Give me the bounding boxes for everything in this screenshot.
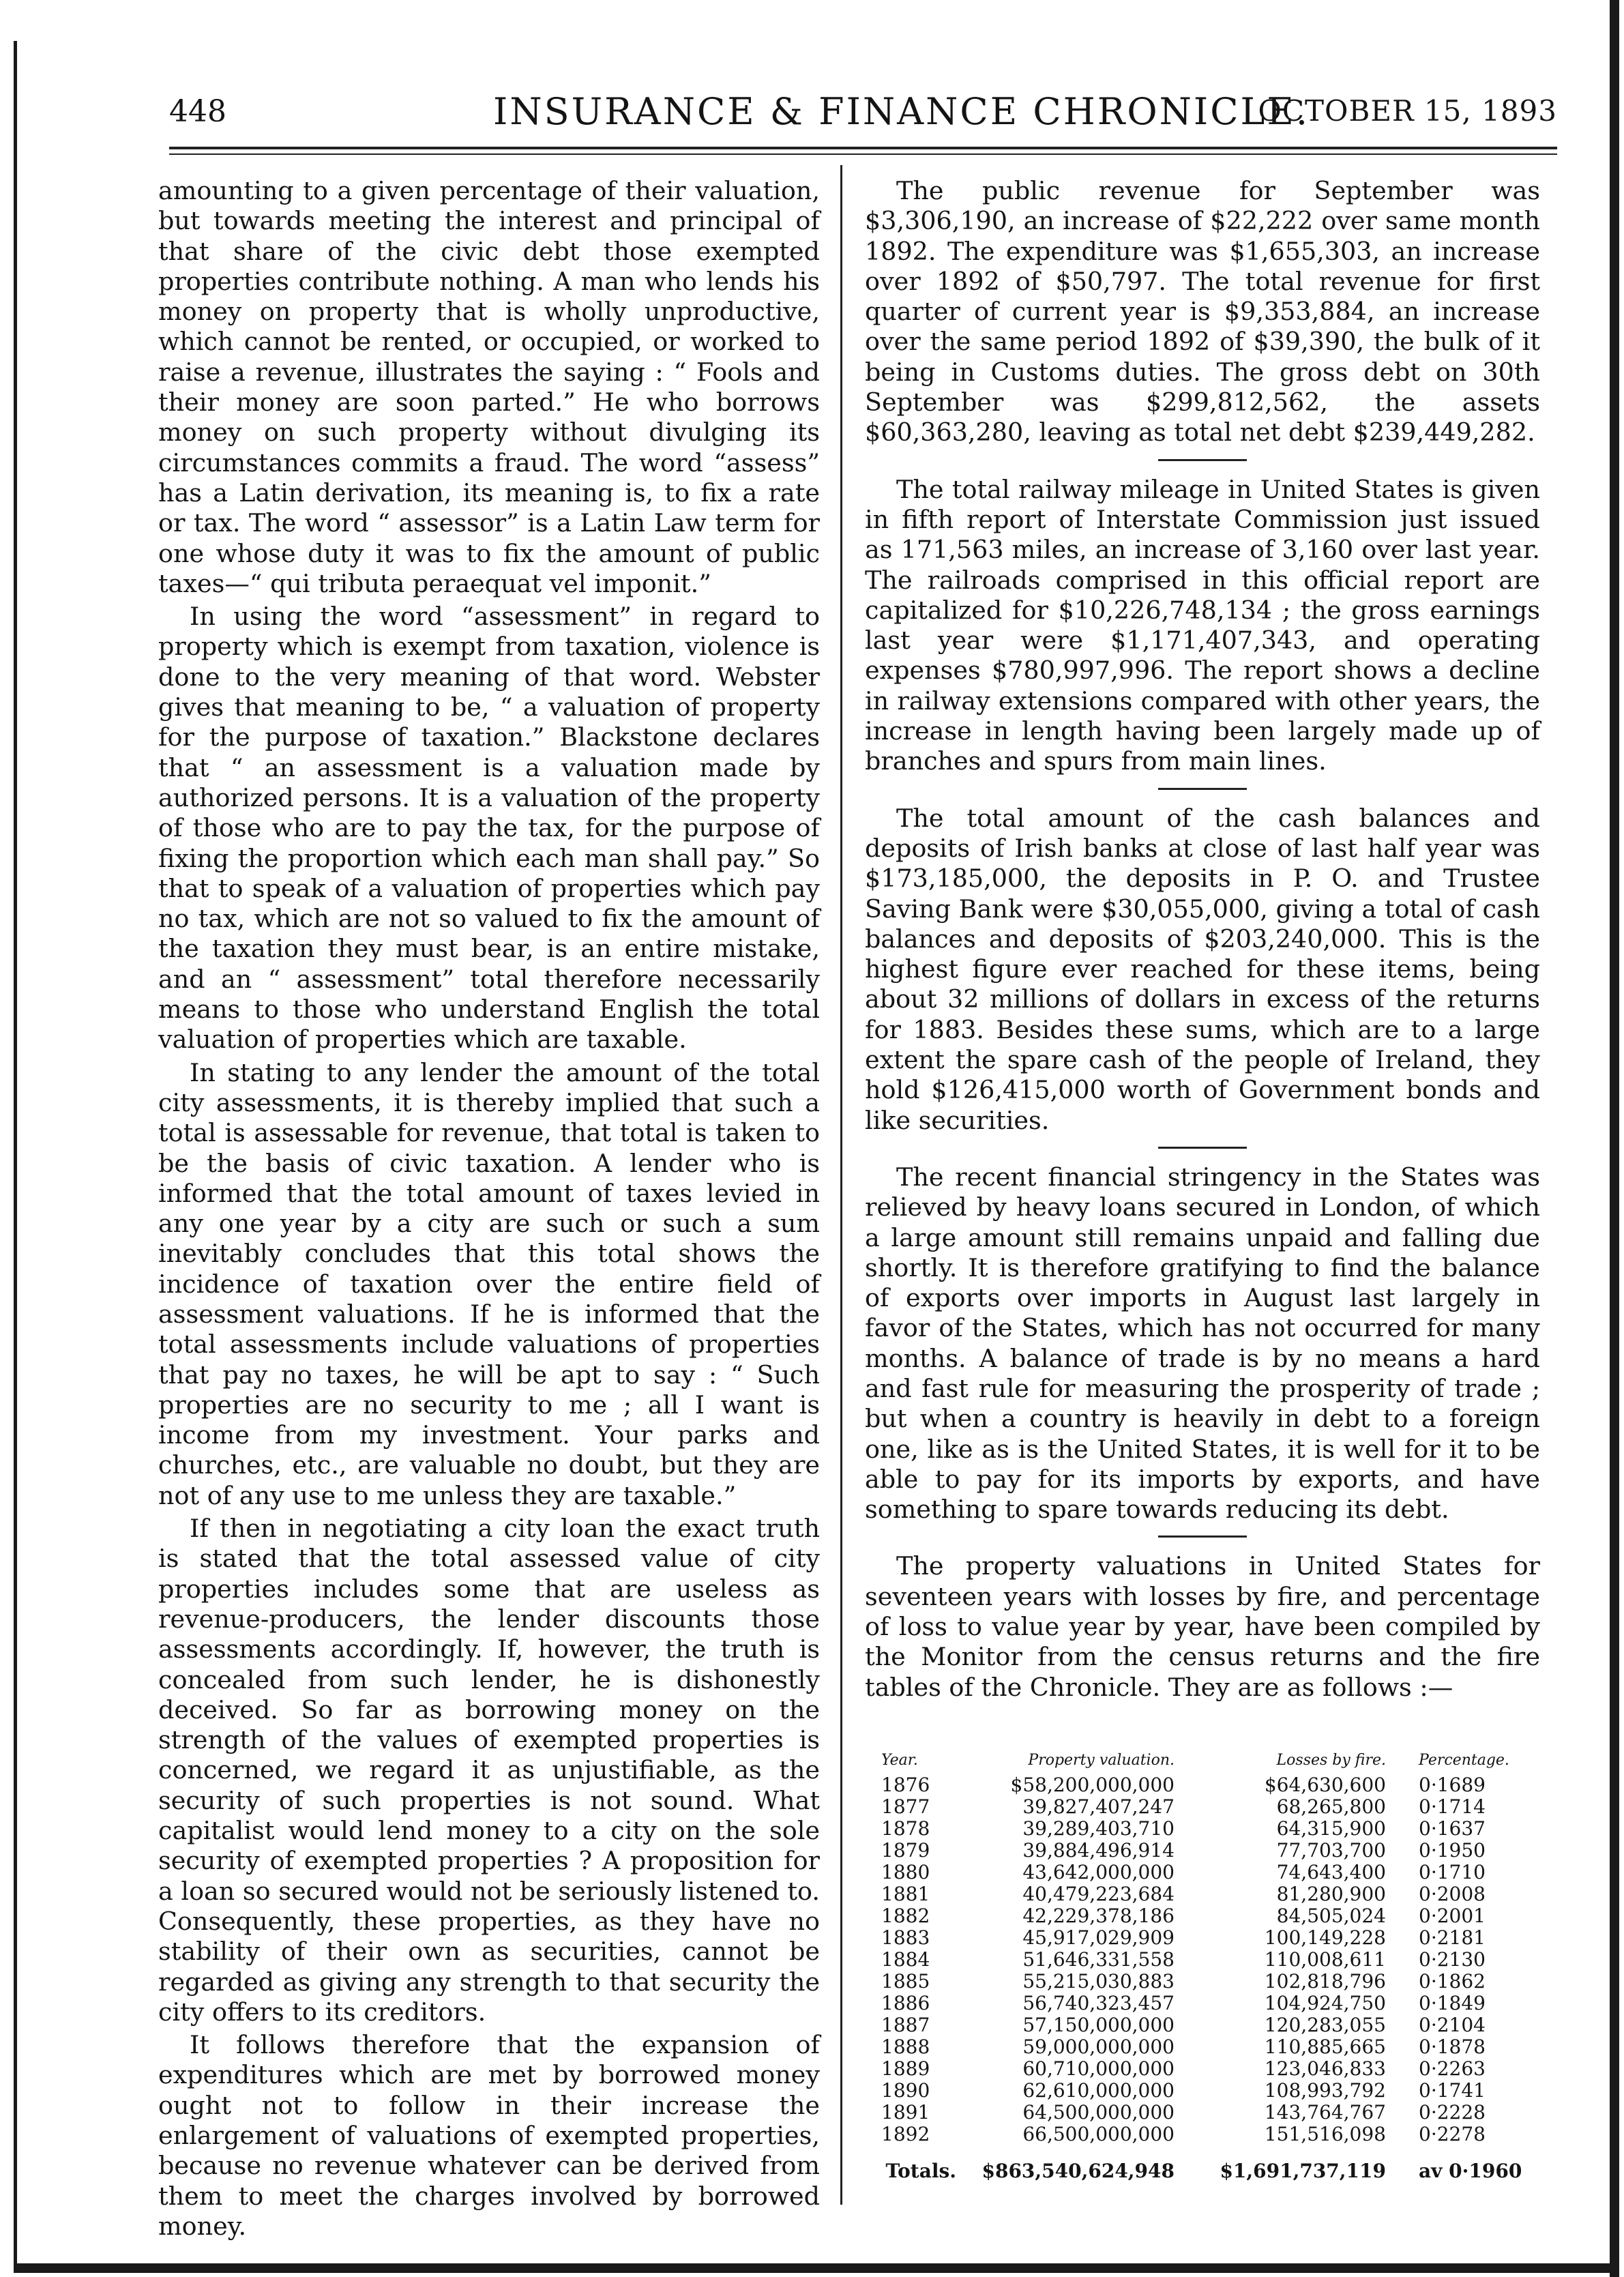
table-row bbox=[865, 2102, 1540, 2124]
item-separator bbox=[1158, 788, 1247, 790]
table-row bbox=[865, 1818, 1540, 1840]
item-separator bbox=[1158, 1147, 1247, 1149]
page-border-right bbox=[1610, 0, 1619, 2277]
cell-percentage: 0·2104 bbox=[1419, 2014, 1486, 2036]
cell-valuation: 56,740,323,457 bbox=[1022, 1992, 1175, 2014]
cell-losses: 123,046,833 bbox=[1264, 2057, 1386, 2080]
table-row bbox=[865, 1971, 1540, 1993]
column-header-valuation: Property valuation. bbox=[1028, 1752, 1175, 1769]
totals-valuation: $863,540,624,948 bbox=[981, 2160, 1175, 2182]
cell-year: 1878 bbox=[881, 1817, 930, 1840]
item-separator bbox=[1158, 459, 1247, 461]
cell-losses: $64,630,600 bbox=[1264, 1774, 1386, 1796]
cell-percentage: 0·2181 bbox=[1419, 1926, 1486, 1949]
cell-year: 1886 bbox=[881, 1992, 930, 2014]
cell-losses: 143,764,767 bbox=[1264, 2101, 1386, 2124]
table-row bbox=[865, 1927, 1540, 1949]
column-divider bbox=[840, 165, 842, 2205]
cell-year: 1885 bbox=[881, 1970, 930, 1993]
article-paragraph: It follows therefore that the expansion of expenditures which are met by borrowed money ought not to follow in their increase the enlargement of valuations of exempted properties, because no revenue whatever can be derived from them to meet the charges involved by borrowed money. bbox=[158, 2030, 820, 2241]
cell-valuation: 42,229,378,186 bbox=[1022, 1905, 1175, 1927]
table-row bbox=[865, 2124, 1540, 2145]
cell-percentage: 0·1862 bbox=[1419, 1970, 1486, 1993]
totals-losses: $1,691,737,119 bbox=[1220, 2160, 1386, 2182]
cell-losses: 64,315,900 bbox=[1276, 1817, 1386, 1840]
article-paragraph: In using the word “assessment” in regard to property which is exempt from taxation, violence is done to the very meaning of that word. Webster gives that meaning to be, “ a valuation of property for the purpose of taxation.” Blackstone declares that “ an assessment is a valuation made by authorized persons. It is a valuation of the property of those who are to pay the tax, for the purpose of fixing the proportion which each man shall pay.” So that to speak of a valuation of properties which pay no tax, which are not so valued to fix the amount of the taxation they must bear, is an entire mistake, and an “ assessment” total therefore necessarily means to those who understand English the total valuation of properties which are taxable. bbox=[158, 602, 820, 1055]
cell-percentage: 0·2228 bbox=[1419, 2101, 1486, 2124]
issue-date: OCTOBER 15, 1893 bbox=[1258, 94, 1557, 128]
table-row bbox=[865, 2014, 1540, 2036]
right-column bbox=[865, 176, 1540, 1703]
table-row bbox=[865, 1883, 1540, 1905]
cell-percentage: 0·1689 bbox=[1419, 1774, 1486, 1796]
column-header-percentage: Percentage. bbox=[1419, 1752, 1509, 1769]
page-header bbox=[169, 90, 1557, 142]
cell-percentage: 0·1710 bbox=[1419, 1861, 1486, 1883]
cell-year: 1890 bbox=[881, 2079, 930, 2102]
cell-year: 1879 bbox=[881, 1839, 930, 1862]
page-border-bottom bbox=[14, 2263, 1619, 2273]
cell-year: 1891 bbox=[881, 2101, 930, 2124]
cell-percentage: 0·1741 bbox=[1419, 2079, 1486, 2102]
table-header-row bbox=[865, 1750, 1540, 1774]
cell-percentage: 0·2008 bbox=[1419, 1883, 1486, 1905]
cell-year: 1884 bbox=[881, 1948, 930, 1971]
cell-year: 1888 bbox=[881, 2036, 930, 2058]
cell-valuation: 51,646,331,558 bbox=[1022, 1948, 1175, 1971]
column-header-year: Year. bbox=[881, 1752, 918, 1769]
cell-losses: 77,703,700 bbox=[1276, 1839, 1386, 1862]
cell-year: 1877 bbox=[881, 1795, 930, 1818]
cell-losses: 110,885,665 bbox=[1264, 2036, 1386, 2058]
totals-label: Totals. bbox=[885, 2160, 956, 2182]
cell-valuation: 55,215,030,883 bbox=[1022, 1970, 1175, 1993]
cell-losses: 151,516,098 bbox=[1264, 2123, 1386, 2145]
cell-year: 1881 bbox=[881, 1883, 930, 1905]
table-row bbox=[865, 1862, 1540, 1883]
news-item-revenue: The public revenue for September was $3,306,190, an increase of $22,222 over same month 1892. The expenditure was $1,655,303, an increase over 1892 of $50,797. The total revenue for first quarter of current year is $9,353,884, an increase over the same period 1892 of $39,390, the bulk of it being in Customs duties. The gross debt on 30th September was $299,812,562, the assets $60,363,280, leaving as total net debt $239,449,282. bbox=[865, 176, 1540, 447]
cell-losses: 110,008,611 bbox=[1264, 1948, 1386, 1971]
cell-percentage: 0·1637 bbox=[1419, 1817, 1486, 1840]
table-row bbox=[865, 1993, 1540, 2014]
news-item-fire-losses: The property valuations in United States for seventeen years with losses by fire, and percentage of loss to value year by year, have been compiled by the Monitor from the census returns and the fire tables of the Chronicle. They are as follows :— bbox=[865, 1551, 1540, 1702]
cell-year: 1889 bbox=[881, 2057, 930, 2080]
cell-valuation: 66,500,000,000 bbox=[1022, 2123, 1175, 2145]
page-number: 448 bbox=[169, 94, 226, 129]
cell-valuation: 62,610,000,000 bbox=[1022, 2079, 1175, 2102]
cell-losses: 120,283,055 bbox=[1264, 2014, 1386, 2036]
table-row bbox=[865, 1774, 1540, 1796]
cell-percentage: 0·2263 bbox=[1419, 2057, 1486, 2080]
cell-year: 1882 bbox=[881, 1905, 930, 1927]
news-item-irish-banks: The total amount of the cash balances and deposits of Irish banks at close of last half year was $173,185,000, the deposits in P. O. and Trustee Saving Bank were $30,055,000, giving a total of cash balances and deposits of $203,240,000. This is the highest figure ever reached for these items, being about 32 millions of dollars in excess of the returns for 1883. Besides these sums, which are to a large extent the spare cash of the people of Ireland, they hold $126,415,000 worth of Government bonds and like securities. bbox=[865, 803, 1540, 1135]
cell-valuation: 60,710,000,000 bbox=[1022, 2057, 1175, 2080]
page-border-left bbox=[14, 41, 17, 2272]
cell-valuation: 39,827,407,247 bbox=[1022, 1795, 1175, 1818]
fire-losses-table bbox=[865, 1750, 1540, 2182]
cell-valuation: $58,200,000,000 bbox=[1010, 1774, 1175, 1796]
article-paragraph: In stating to any lender the amount of the total city assessments, it is thereby implied that such a total is assessable for revenue, that total is taken to be the basis of civic taxation. A lender who is informed that the total amount of taxes levied in any one year by a city are such or such a sum inevitably concludes that this total shows the incidence of taxation over the entire field of assessment valuations. If he is informed that the total assessments include valuations of properties that pay no taxes, he will be apt to say : “ Such properties are no security to me ; all I want is income from my investment. Your parks and churches, etc., are valuable no doubt, but they are not of any use to me unless they are taxable.” bbox=[158, 1057, 820, 1510]
table-row bbox=[865, 1949, 1540, 1971]
article-paragraph: If then in negotiating a city loan the exact truth is stated that the total assessed value of city properties includes some that are useless as revenue-producers, the lender discounts those assessments accordingly. If, however, the truth is concealed from such lender, he is dishonestly deceived. So far as borrowing money on the strength of the values of exempted properties is concerned, we regard it as unjustifiable, as the security of such properties is not sound. What capitalist would lend money to a city on the sole security of exempted properties ? A proposition for a loan so secured would not be seriously listened to. Consequently, these properties, as they have no stability of their own as securities, cannot be regarded as giving any strength to that security the city offers to its creditors. bbox=[158, 1514, 820, 2027]
news-item-stringency: The recent financial stringency in the States was relieved by heavy loans secured in London, of which a large amount still remains unpaid and falling due shortly. It is therefore gratifying to find the balance of exports over imports in August last largely in favor of the States, which has not occurred for many months. A balance of trade is by no means a hard and fast rule for measuring the prosperity of trade ; but when a country is heavily in debt to a foreign one, like as is the United States, it is well for it to be able to pay for its imports by exports, and have something to spare towards reducing its debt. bbox=[865, 1162, 1540, 1525]
header-rule bbox=[169, 147, 1557, 149]
table-row bbox=[865, 2058, 1540, 2080]
table-totals-row bbox=[865, 2145, 1540, 2182]
cell-valuation: 45,917,029,909 bbox=[1022, 1926, 1175, 1949]
cell-year: 1876 bbox=[881, 1774, 930, 1796]
totals-percentage: av 0·1960 bbox=[1419, 2160, 1522, 2182]
cell-losses: 84,505,024 bbox=[1276, 1905, 1386, 1927]
cell-valuation: 43,642,000,000 bbox=[1022, 1861, 1175, 1883]
cell-year: 1887 bbox=[881, 2014, 930, 2036]
header-rule-thin bbox=[169, 153, 1557, 155]
cell-valuation: 64,500,000,000 bbox=[1022, 2101, 1175, 2124]
news-item-railway: The total railway mileage in United States is given in fifth report of Interstate Commission just issued as 171,563 miles, an increase of 3,160 over last year. The railroads comprised in this official report are capitalized for $10,226,748,134 ; the gross earnings last year were $1,171,407,343, and operating expenses $780,997,996. The report shows a decline in railway extensions compared with other years, the increase in length having been largely made up of branches and spurs from main lines. bbox=[865, 474, 1540, 776]
cell-losses: 68,265,800 bbox=[1276, 1795, 1386, 1818]
cell-year: 1892 bbox=[881, 2123, 930, 2145]
left-column bbox=[158, 176, 820, 2242]
cell-losses: 81,280,900 bbox=[1276, 1883, 1386, 1905]
column-header-losses: Losses by fire. bbox=[1276, 1752, 1386, 1769]
cell-losses: 108,993,792 bbox=[1264, 2079, 1386, 2102]
cell-percentage: 0·1878 bbox=[1419, 2036, 1486, 2058]
cell-losses: 104,924,750 bbox=[1264, 1992, 1386, 2014]
cell-valuation: 59,000,000,000 bbox=[1022, 2036, 1175, 2058]
cell-valuation: 39,884,496,914 bbox=[1022, 1839, 1175, 1862]
article-paragraph: amounting to a given percentage of their valuation, but towards meeting the interest and principal of that share of the civic debt those exempted properties contribute nothing. A man who lends his money on property that is wholly unproductive, which cannot be rented, or occupied, or worked to raise a revenue, illustrates the saying : “ Fools and their money are soon parted.” He who borrows money on such property without divulging its circumstances commits a fraud. The word “assess” has a Latin derivation, its meaning is, to fix a rate or tax. The word “ assessor” is a Latin Law term for one whose duty it was to fix the amount of public taxes—“ qui tributa peraequat vel imponit.” bbox=[158, 176, 820, 598]
table-row bbox=[865, 1905, 1540, 1927]
table-row bbox=[865, 2080, 1540, 2102]
cell-year: 1880 bbox=[881, 1861, 930, 1883]
cell-valuation: 57,150,000,000 bbox=[1022, 2014, 1175, 2036]
cell-percentage: 0·2130 bbox=[1419, 1948, 1486, 1971]
cell-percentage: 0·1950 bbox=[1419, 1839, 1486, 1862]
cell-losses: 102,818,796 bbox=[1264, 1970, 1386, 1993]
cell-losses: 100,149,228 bbox=[1264, 1926, 1386, 1949]
cell-year: 1883 bbox=[881, 1926, 930, 1949]
cell-losses: 74,643,400 bbox=[1276, 1861, 1386, 1883]
cell-valuation: 39,289,403,710 bbox=[1022, 1817, 1175, 1840]
cell-percentage: 0·2278 bbox=[1419, 2123, 1486, 2145]
cell-percentage: 0·1714 bbox=[1419, 1795, 1486, 1818]
table-row bbox=[865, 2036, 1540, 2058]
cell-percentage: 0·1849 bbox=[1419, 1992, 1486, 2014]
cell-percentage: 0·2001 bbox=[1419, 1905, 1486, 1927]
publication-title: INSURANCE & FINANCE CHRONICLE. bbox=[493, 90, 1310, 133]
table-row bbox=[865, 1796, 1540, 1818]
table-row bbox=[865, 1840, 1540, 1862]
cell-valuation: 40,479,223,684 bbox=[1022, 1883, 1175, 1905]
item-separator bbox=[1158, 1536, 1247, 1538]
